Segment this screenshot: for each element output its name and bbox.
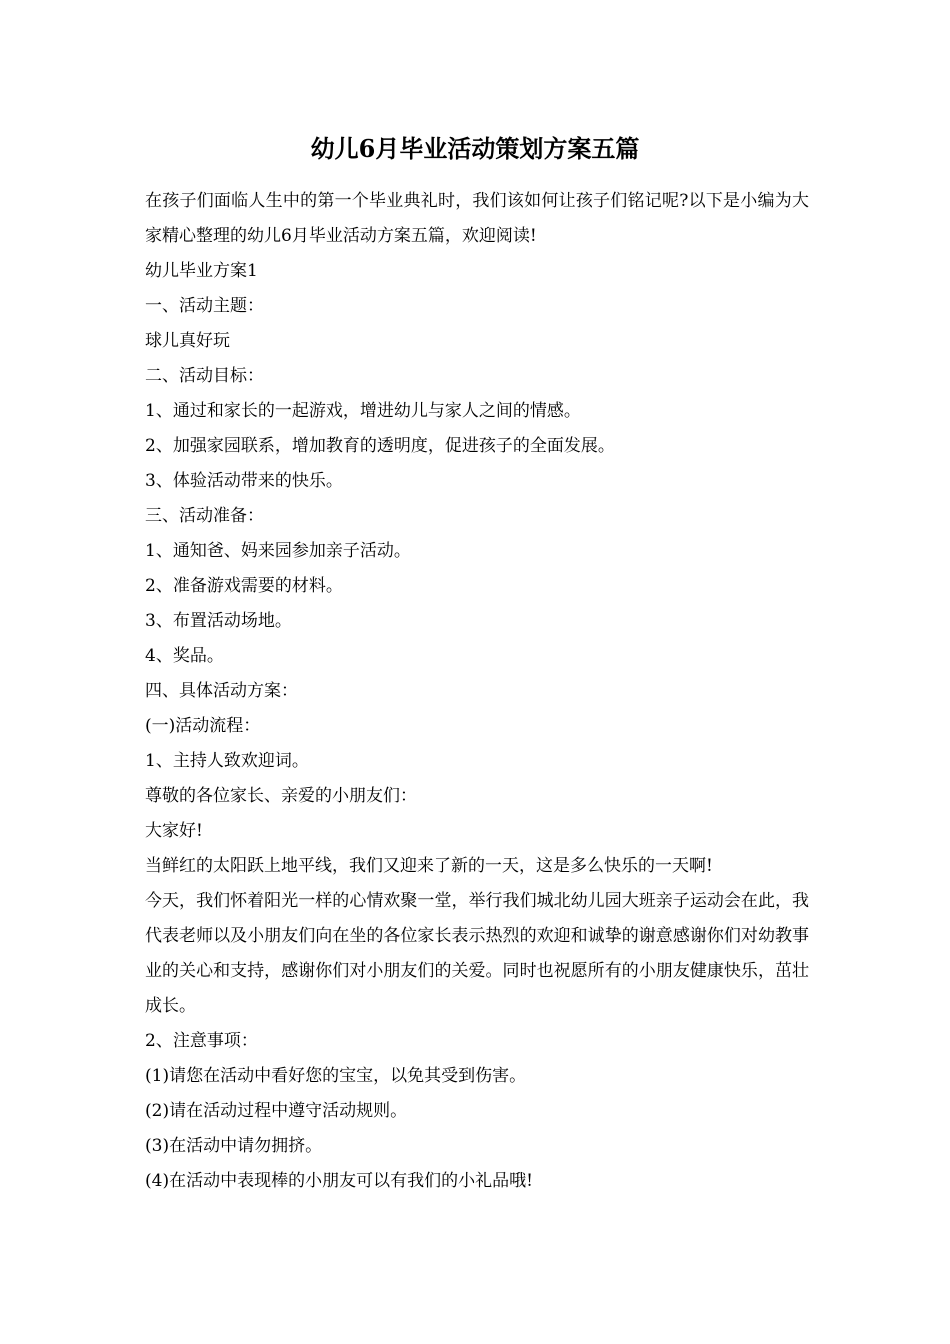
paragraph: 当鲜红的太阳跃上地平线，我们又迎来了新的一天，这是多么快乐的一天啊!: [145, 856, 713, 876]
paragraph: 大家好!: [145, 821, 203, 841]
paragraph: 今天，我们怀着阳光一样的心情欢聚一堂，举行我们城北幼儿园大班亲子运动会在此，我代表老师以及小朋友们向在坐的各位家长表示热烈的欢迎和诚挚的谢意感谢你们对幼教事业的关心和支持，感谢你们对小朋友们的关爱。同时也祝愿所有的小朋友健康快乐，茁壮成长。: [145, 891, 809, 1016]
paragraph: 1、通知爸、妈来园参加亲子活动。: [145, 541, 411, 561]
paragraph: 在孩子们面临人生中的第一个毕业典礼时，我们该如何让孩子们铭记呢?以下是小编为大家精心整理的幼儿6月毕业活动方案五篇，欢迎阅读!: [145, 191, 809, 246]
document-title: 幼儿6月毕业活动策划方案五篇: [310, 134, 640, 163]
paragraph: (1)请您在活动中看好您的宝宝，以免其受到伤害。: [145, 1066, 527, 1086]
paragraph: 3、布置活动场地。: [145, 611, 292, 631]
paragraph: 幼儿毕业方案1: [145, 261, 258, 281]
paragraph: 1、主持人致欢迎词。: [145, 751, 309, 771]
paragraph: 二、活动目标：: [145, 366, 264, 386]
paragraph: 四、具体活动方案：: [145, 681, 298, 701]
paragraph: 2、加强家园联系，增加教育的透明度，促进孩子的全面发展。: [145, 436, 615, 456]
paragraph: (2)请在活动过程中遵守活动规则。: [145, 1101, 408, 1121]
document-body: [145, 184, 809, 1199]
paragraph: 2、准备游戏需要的材料。: [145, 576, 343, 596]
paragraph: 一、活动主题：: [145, 296, 264, 316]
paragraph: (4)在活动中表现棒的小朋友可以有我们的小礼品哦!: [145, 1171, 533, 1191]
paragraph: 三、活动准备：: [145, 506, 264, 526]
paragraph: (一)活动流程：: [145, 716, 261, 736]
paragraph: 球儿真好玩: [145, 331, 230, 351]
paragraph: 尊敬的各位家长、亲爱的小朋友们：: [145, 786, 417, 806]
paragraph: 1、通过和家长的一起游戏，增进幼儿与家人之间的情感。: [145, 401, 581, 421]
paragraph: 2、注意事项：: [145, 1031, 258, 1051]
paragraph: 3、体验活动带来的快乐。: [145, 471, 343, 491]
paragraph: 4、奖品。: [145, 646, 224, 666]
paragraph: (3)在活动中请勿拥挤。: [145, 1136, 323, 1156]
